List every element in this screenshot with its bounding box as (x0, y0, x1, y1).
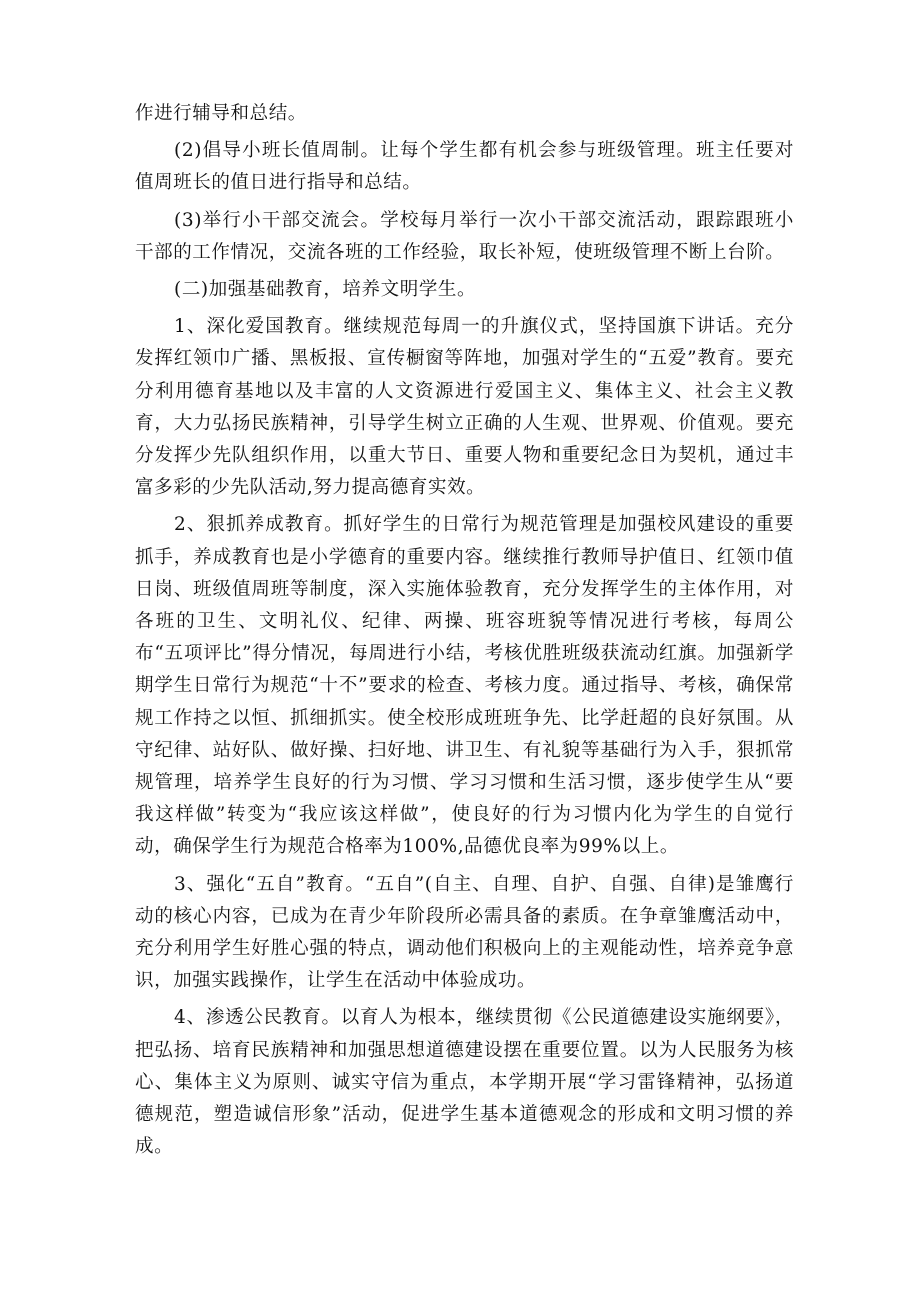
paragraph-patriotic-education: 1、深化爱国教育。继续规范每周一的升旗仪式，坚持国旗下讲话。充分发挥红领巾广播、黑板报、宣传橱窗等阵地，加强对学生的“五爱”教育。要充分利用德育基地以及丰富的人文资源进行爱国主义、集体主义、社会主义教育，大力弘扬民族精神，引导学生树立正确的人生观、世界观、价值观。要充分发挥少先队组织作用，以重大节日、重要人物和重要纪念日为契机，通过丰富多彩的少先队活动,努力提高德育实效。 (135, 316, 794, 499)
paragraph-civic-education: 4、渗透公民教育。以育人为根本，继续贯彻《公民道德建设实施纲要》，把弘扬、培育民族精神和加强思想道德建设摆在重要位置。以为人民服务为核心、集体主义为原则、诚实守信为重点，本学期开展“学习雷锋精神，弘扬道德规范，塑造诚信形象”活动，促进学生基本道德观念的形成和文明习惯的养成。 (135, 1007, 794, 1158)
paragraph-item-3: (3)举行小干部交流会。学校每月举行一次小干部交流活动，跟踪跟班小干部的工作情况，交流各班的工作经验，取长补短，使班级管理不断上台阶。 (135, 209, 794, 263)
paragraph-habit-education: 2、狠抓养成教育。抓好学生的日常行为规范管理是加强校风建设的重要抓手，养成教育也是小学德育的重要内容。继续推行教师导护值日、红领巾值日岗、班级值周班等制度，深入实施体验教育，充分发挥学生的主体作用，对各班的卫生、文明礼仪、纪律、两操、班容班貌等情况进行考核，每周公布“五项评比”得分情况，每周进行小结，考核优胜班级获流动红旗。加强新学期学生日常行为规范“十不”要求的检查、考核力度。通过指导、考核，确保常规工作持之以恒、抓细抓实。使全校形成班班争先、比学赶超的良好氛围。从守纪律、站好队、做好操、扫好地、讲卫生、有礼貌等基础行为入手，狠抓常规管理，培养学生良好的行为习惯、学习习惯和生活习惯，逐步使学生从“要我这样做”转变为“我应该这样做”，使良好的行为习惯内化为学生的自觉行动，确保学生行为规范合格率为100%,品德优良率为99%以上。 (135, 514, 794, 858)
paragraph-five-self-education: 3、强化“五自”教育。“五自”(自主、自理、自护、自强、自律)是雏鹰行动的核心内容，已成为在青少年阶段所必需具备的素质。在争章雏鹰活动中，充分利用学生好胜心强的特点，调动他们积极向上的主观能动性，培养竞争意识，加强实践操作，让学生在活动中体验成功。 (135, 873, 794, 992)
paragraph-continuation: 作进行辅导和总结。 (135, 103, 307, 124)
section-heading: (二)加强基础教育，培养文明学生。 (174, 279, 477, 301)
paragraph-item-2: (2)倡导小班长值周制。让每个学生都有机会参与班级管理。班主任要对值周班长的值日进行指导和总结。 (135, 140, 794, 194)
